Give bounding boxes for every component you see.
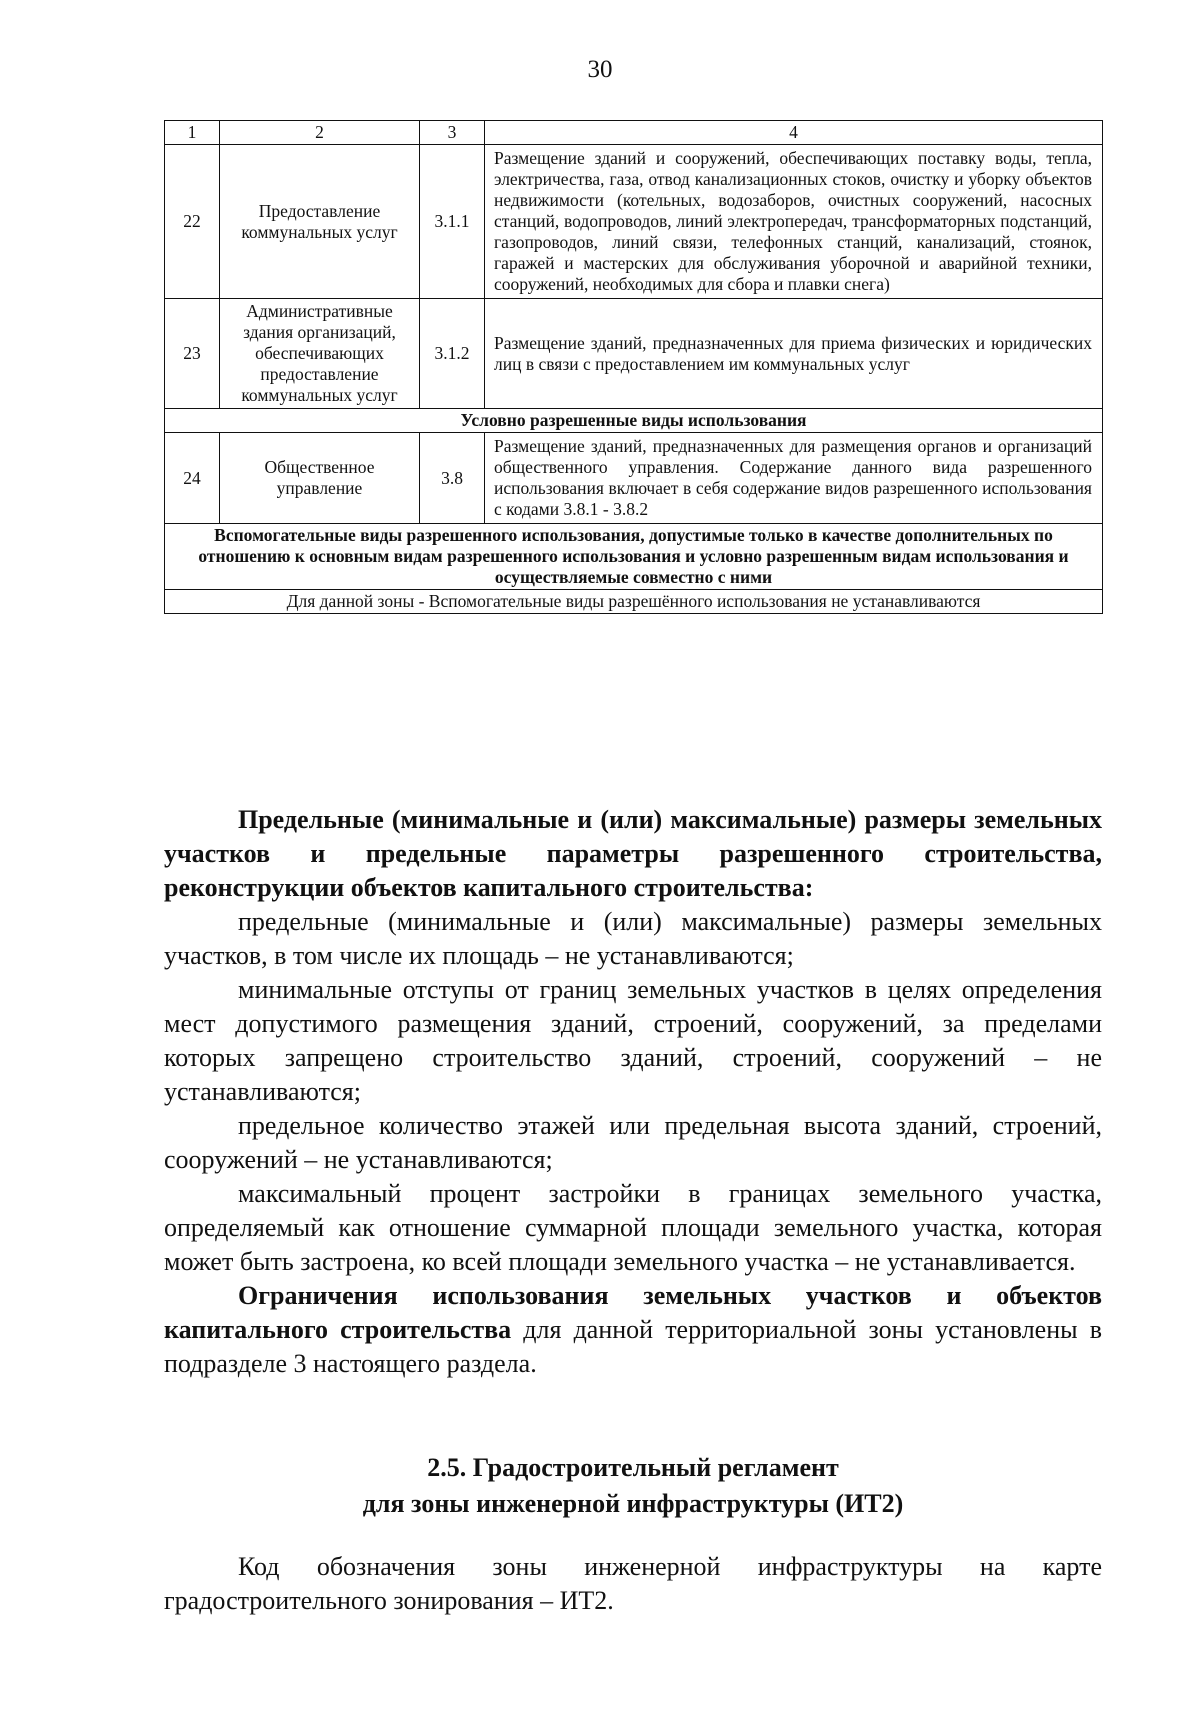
table-row (165, 145, 1103, 299)
restrictions-text: для данной территориальной зоны установлены в подразделе 3 настоящего раздела. (164, 1315, 1102, 1378)
section-title-line-1: 2.5. Градостроительный регламент (427, 1453, 839, 1482)
limits-heading: Предельные (минимальные и (или) максимальные) размеры земельных участков и предельные параметры разрешенного строительства, реконструкции объектов капитального строительства: (164, 805, 1102, 902)
restrictions-paragraph (164, 1279, 1102, 1381)
conditional-uses-title: Условно разрешенные виды использования (165, 409, 1103, 433)
section-heading (164, 1450, 1102, 1522)
paragraph: предельные (минимальные и (или) максимальные) размеры земельных участков, в том числе их площадь – не устанавливаются; (164, 907, 1102, 970)
header-cell: 4 (485, 121, 1103, 145)
row-number: 24 (165, 433, 220, 524)
row-number: 23 (165, 299, 220, 409)
paragraph: максимальный процент застройки в границах земельного участка, определяемый как отношение суммарной площади земельного участка, которая может быть застроена, ко всей площади земельного участка – не устанавливается. (164, 1179, 1102, 1276)
header-cell: 1 (165, 121, 220, 145)
restrictions-bold: Ограничения использования земельных участков и объектов капитального строительства (164, 1281, 1102, 1344)
auxiliary-uses-title: Вспомогательные виды разрешенного использования, допустимые только в качестве дополнительных по отношению к основным видам разрешенного использования и условно разрешенным видам использования и осуществляемые совместно с ними (165, 524, 1103, 590)
use-code: 3.1.1 (420, 145, 485, 299)
header-cell: 2 (220, 121, 420, 145)
table-header-row (165, 121, 1103, 145)
use-name: Предоставление коммунальных услуг (220, 145, 420, 299)
section-row (165, 524, 1103, 590)
use-code: 3.8 (420, 433, 485, 524)
page-number: 30 (587, 56, 613, 83)
table-row (165, 299, 1103, 409)
use-description: Размещение зданий и сооружений, обеспечивающих поставку воды, тепла, электричества, газа, отвод канализационных стоков, очистку и уборку объектов недвижимости (котельных, водозаборов, очистных сооружений, насосных станций, водопроводов, линий электропередач, трансформаторных подстанций, газопроводов, линий связи, телефонных станций, канализаций, стоянок, гаражей и мастерских для обслуживания уборочной и аварийной техники, сооружений, необходимых для сбора и плавки снега) (485, 145, 1103, 299)
final-block (164, 1550, 1102, 1618)
header-cell: 3 (420, 121, 485, 145)
limits-block (164, 803, 1102, 1381)
paragraph: предельное количество этажей или предельная высота зданий, строений, сооружений – не устанавливаются; (164, 1111, 1102, 1174)
use-description: Размещение зданий, предназначенных для приема физических и юридических лиц в связи с предоставлением им коммунальных услуг (485, 299, 1103, 409)
paragraph: минимальные отступы от границ земельных участков в целях определения мест допустимого размещения зданий, строений, сооружений, за пределами которых запрещено строительство зданий, строений, сооружений – не устанавливаются; (164, 975, 1102, 1106)
row-number: 22 (165, 145, 220, 299)
use-name: Административные здания организаций, обеспечивающих предоставление коммунальных услуг (220, 299, 420, 409)
section-title-line-2: для зоны инженерной инфраструктуры (ИТ2) (362, 1489, 904, 1518)
use-code: 3.1.2 (420, 299, 485, 409)
paragraph: Код обозначения зоны инженерной инфраструктуры на карте градостроительного зонирования – ИТ2. (164, 1552, 1102, 1615)
permitted-use-table (164, 120, 1103, 614)
note-row (165, 590, 1103, 614)
section-row (165, 409, 1103, 433)
table-row (165, 433, 1103, 524)
use-name: Общественное управление (220, 433, 420, 524)
auxiliary-uses-note: Для данной зоны - Вспомогательные виды разрешённого использования не устанавливаются (165, 590, 1103, 614)
use-description: Размещение зданий, предназначенных для размещения органов и организаций общественного управления. Содержание данного вида разрешенного использования включает в себя содержание видов разрешенного использования с кодами 3.8.1 - 3.8.2 (485, 433, 1103, 524)
